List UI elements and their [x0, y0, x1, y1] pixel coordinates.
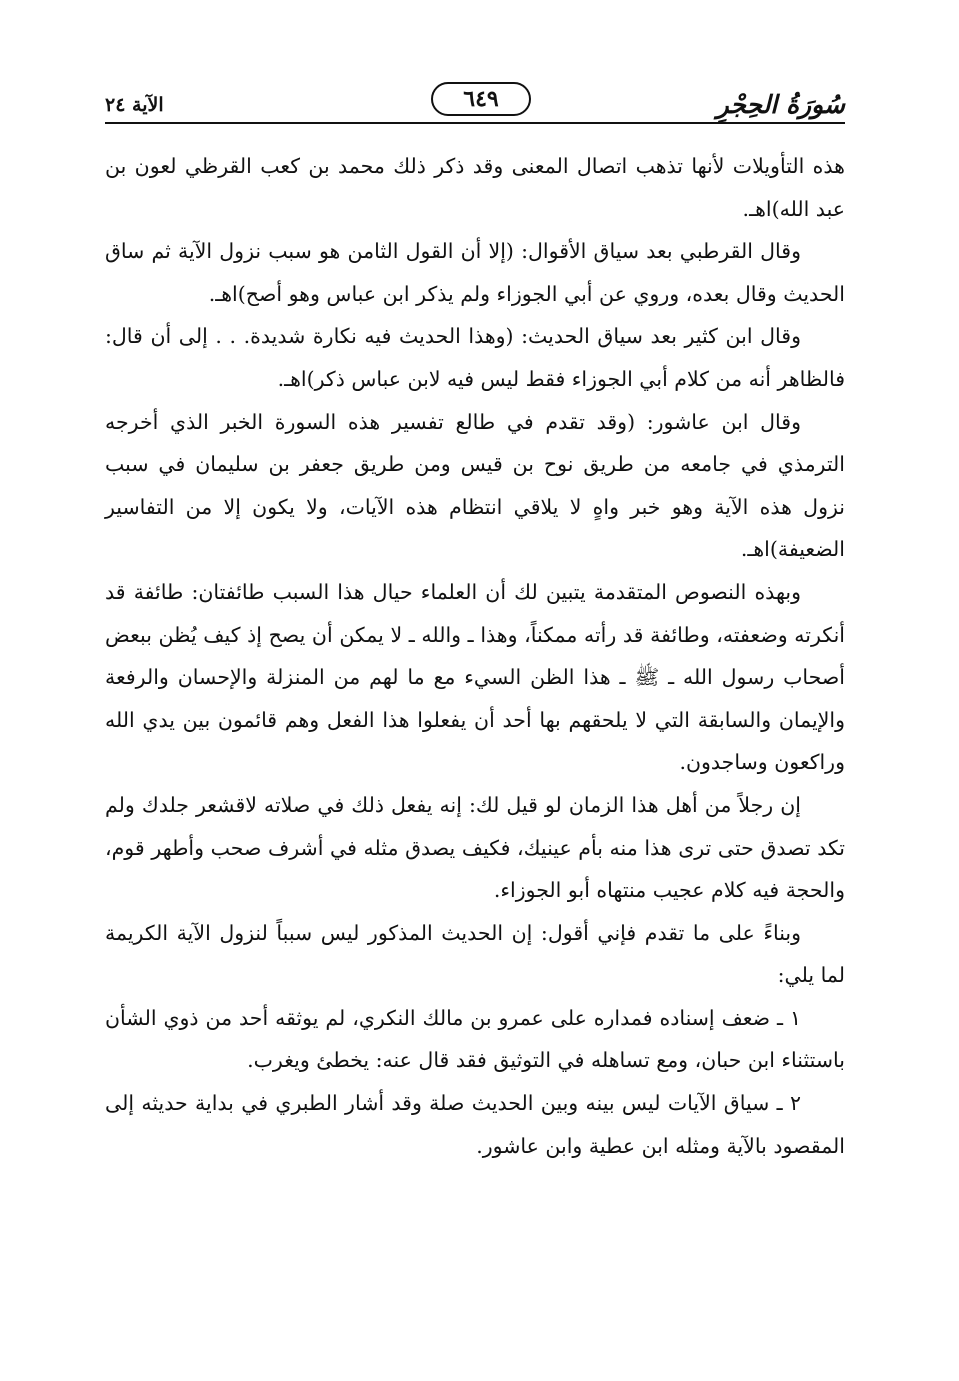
paragraph-conclusion: وبناءً على ما تقدم فإني أقول: إن الحديث المذكور ليس سبباً لنزول الآية الكريمة لما يلي:	[105, 920, 845, 988]
paragraph-qurtubi: وقال القرطبي بعد سياق الأقوال: (إلا أن القول الثامن هو سبب نزول الآية ثم ساق الحديث وقال بعده، وروي عن أبي الجوزاء ولم يذكر ابن عباس وهو أصح)اهـ.	[105, 239, 845, 306]
ayah-label: الآية ٢٤	[105, 94, 164, 116]
header-divider	[105, 122, 845, 124]
list-item-reason-2: ٢ ـ سياق الآيات ليس بينه وبين الحديث صلة وقد أشار الطبري في بداية حديثه إلى المقصود بالآية ومثله ابن عطية وابن عاشور.	[105, 1091, 845, 1158]
paragraph-analysis: وبهذه النصوص المتقدمة يتبين لك أن العلماء حيال هذا السبب طائفتان: طائفة قد أنكرته وضعفته، وطائفة قد رأته ممكناً، وهذا ـ والله ـ لا يمكن أن يصح إذ كيف يُظن ببعض أصحاب رسول الله ـ ﷺ ـ هذا الظن السيء مع ما لهم من المنزلة والإحسان والرفعة والإيمان والسابقة التي لا يلحقهم بها أحد أن يفعلوا هذا الفعل وهم قائمون بين يدي الله وراكعون وساجدون.	[105, 579, 845, 775]
surah-title: سُورَةُ الحِجْرِ	[716, 90, 845, 119]
paragraph-ibn-kathir: وقال ابن كثير بعد سياق الحديث: (وهذا الحديث فيه نكارة شديدة. . . إلى أن قال: فالظاهر أنه من كلام أبي الجوزاء فقط ليس فيه لابن عباس ذكر)اهـ.	[105, 324, 845, 391]
page-header	[105, 80, 845, 130]
body-text	[105, 145, 845, 1167]
page-number: ٦٤٩	[431, 82, 531, 116]
paragraph-example: إن رجلاً من أهل هذا الزمان لو قيل لك: إنه يفعل ذلك في صلاته لاقشعر جلدك ولم تكد تصدق حتى ترى هذا منه بأم عينيك، فكيف يصدق مثله في أشرف صحب وأطهر قوم، والحجة فيه كلام عجيب منتهاه أبو الجوزاء.	[105, 792, 845, 903]
paragraph-continuation: هذه التأويلات لأنها تذهب اتصال المعنى وقد ذكر ذلك محمد بن كعب القرظي لعون بن عبد الله)اهـ.	[105, 154, 845, 221]
paragraph-ibn-ashur: وقال ابن عاشور: (وقد تقدم في طالع تفسير هذه السورة الخبر الذي أخرجه الترمذي في جامعه من طريق نوح بن قيس ومن طريق جعفر بن سليمان في سبب نزول هذه الآية وهو خبر واهٍ لا يلاقي انتظام هذه الآيات، ولا يكون إلا من التفاسير الضعيفة)اهـ.	[105, 409, 845, 562]
list-item-reason-1: ١ ـ ضعف إسناده فمداره على عمرو بن مالك النكري، لم يوثقه أحد من ذوي الشأن باستثناء ابن حبان، ومع تساهله في التوثيق فقد قال عنه: يخطئ ويغرب.	[105, 1005, 845, 1073]
